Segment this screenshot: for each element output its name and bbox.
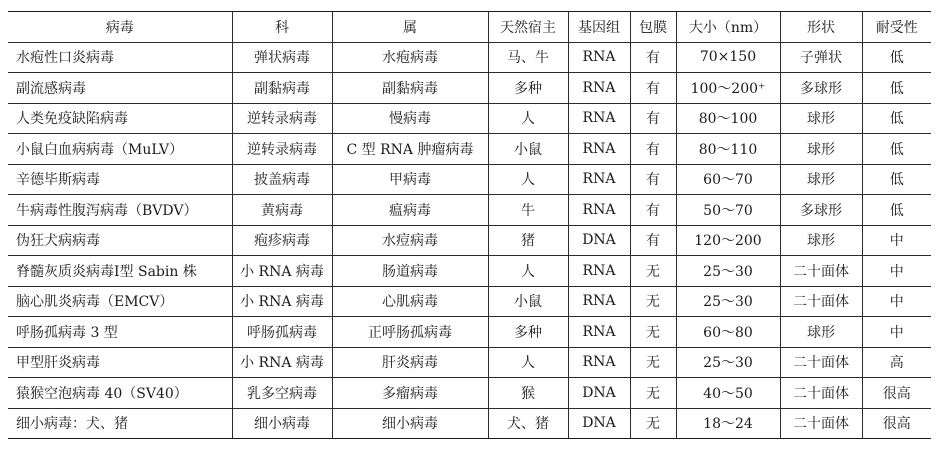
table-row <box>8 195 931 226</box>
cell-genome: RNA <box>568 256 630 287</box>
cell-virus-name: 小鼠白血病病毒（MuLV） <box>8 134 232 165</box>
table-row <box>8 42 931 73</box>
cell-family: 披盖病毒 <box>232 164 332 195</box>
header-genome: 基因组 <box>568 12 630 43</box>
cell-size: 70×150 <box>676 42 780 73</box>
cell-family: 逆转录病毒 <box>232 103 332 134</box>
cell-resistance: 低 <box>862 42 931 73</box>
cell-resistance: 低 <box>862 134 931 165</box>
cell-genus: 副黏病毒 <box>332 73 488 104</box>
cell-virus-name: 细小病毒：犬、猪 <box>8 408 232 439</box>
table-row <box>8 73 931 104</box>
cell-host: 多种 <box>488 317 568 348</box>
cell-family: 弹状病毒 <box>232 42 332 73</box>
table-row <box>8 347 931 378</box>
cell-genome: DNA <box>568 225 630 256</box>
cell-size: 40～50 <box>676 378 780 409</box>
cell-size: 25～30 <box>676 347 780 378</box>
cell-genome: RNA <box>568 73 630 104</box>
cell-genome: RNA <box>568 164 630 195</box>
cell-family: 逆转录病毒 <box>232 134 332 165</box>
cell-genus: C 型 RNA 肿瘤病毒 <box>332 134 488 165</box>
header-size: 大小（nm） <box>676 12 780 43</box>
cell-size: 50～70 <box>676 195 780 226</box>
cell-size: 18～24 <box>676 408 780 439</box>
cell-virus-name: 猿猴空泡病毒 40（SV40） <box>8 378 232 409</box>
cell-genus: 瘟病毒 <box>332 195 488 226</box>
cell-genome: RNA <box>568 42 630 73</box>
table-row <box>8 164 931 195</box>
cell-family: 小 RNA 病毒 <box>232 256 332 287</box>
cell-genus: 正呼肠孤病毒 <box>332 317 488 348</box>
cell-shape: 球形 <box>780 317 862 348</box>
cell-envelope: 有 <box>630 134 676 165</box>
cell-genome: RNA <box>568 195 630 226</box>
cell-shape: 球形 <box>780 103 862 134</box>
cell-shape: 二十面体 <box>780 256 862 287</box>
table-row <box>8 256 931 287</box>
cell-shape: 多球形 <box>780 195 862 226</box>
cell-genus: 肝炎病毒 <box>332 347 488 378</box>
cell-virus-name: 呼肠孤病毒 3 型 <box>8 317 232 348</box>
cell-size: 80～100 <box>676 103 780 134</box>
cell-shape: 多球形 <box>780 73 862 104</box>
cell-shape: 二十面体 <box>780 347 862 378</box>
cell-virus-name: 人类免疫缺陷病毒 <box>8 103 232 134</box>
table-row <box>8 378 931 409</box>
cell-resistance: 中 <box>862 256 931 287</box>
cell-family: 乳多空病毒 <box>232 378 332 409</box>
cell-envelope: 无 <box>630 408 676 439</box>
cell-envelope: 有 <box>630 164 676 195</box>
cell-host: 小鼠 <box>488 286 568 317</box>
header-shape: 形状 <box>780 12 862 43</box>
cell-genome: RNA <box>568 347 630 378</box>
cell-size: 120～200 <box>676 225 780 256</box>
cell-envelope: 有 <box>630 103 676 134</box>
cell-resistance: 低 <box>862 103 931 134</box>
cell-virus-name: 辛德毕斯病毒 <box>8 164 232 195</box>
table-row <box>8 408 931 439</box>
cell-host: 牛 <box>488 195 568 226</box>
cell-host: 多种 <box>488 73 568 104</box>
cell-envelope: 无 <box>630 347 676 378</box>
cell-envelope: 无 <box>630 317 676 348</box>
cell-envelope: 无 <box>630 378 676 409</box>
cell-shape: 球形 <box>780 134 862 165</box>
cell-genome: RNA <box>568 134 630 165</box>
cell-resistance: 中 <box>862 317 931 348</box>
cell-host: 人 <box>488 347 568 378</box>
cell-genus: 心肌病毒 <box>332 286 488 317</box>
cell-envelope: 无 <box>630 286 676 317</box>
table-row <box>8 134 931 165</box>
cell-genome: DNA <box>568 378 630 409</box>
cell-size: 25～30 <box>676 286 780 317</box>
cell-size: 60～70 <box>676 164 780 195</box>
cell-host: 猴 <box>488 378 568 409</box>
cell-virus-name: 牛病毒性腹泻病毒（BVDV） <box>8 195 232 226</box>
cell-family: 副黏病毒 <box>232 73 332 104</box>
cell-resistance: 中 <box>862 286 931 317</box>
cell-genus: 慢病毒 <box>332 103 488 134</box>
table-body <box>8 42 931 439</box>
cell-genome: RNA <box>568 317 630 348</box>
cell-genus: 细小病毒 <box>332 408 488 439</box>
cell-virus-name: 副流感病毒 <box>8 73 232 104</box>
header-resistance: 耐受性 <box>862 12 931 43</box>
cell-virus-name: 甲型肝炎病毒 <box>8 347 232 378</box>
cell-genus: 水痘病毒 <box>332 225 488 256</box>
cell-family: 细小病毒 <box>232 408 332 439</box>
cell-envelope: 无 <box>630 256 676 287</box>
cell-genus: 肠道病毒 <box>332 256 488 287</box>
cell-host: 小鼠 <box>488 134 568 165</box>
cell-shape: 球形 <box>780 225 862 256</box>
cell-resistance: 很高 <box>862 408 931 439</box>
cell-genus: 甲病毒 <box>332 164 488 195</box>
cell-host: 人 <box>488 164 568 195</box>
cell-family: 小 RNA 病毒 <box>232 286 332 317</box>
cell-family: 黄病毒 <box>232 195 332 226</box>
cell-size: 100～200⁺ <box>676 73 780 104</box>
cell-shape: 二十面体 <box>780 378 862 409</box>
virus-table-container <box>8 11 931 439</box>
cell-virus-name: 水疱性口炎病毒 <box>8 42 232 73</box>
cell-virus-name: 脊髓灰质炎病毒Ⅰ型 Sabin 株 <box>8 256 232 287</box>
table-row <box>8 103 931 134</box>
table-row <box>8 317 931 348</box>
cell-shape: 子弹状 <box>780 42 862 73</box>
table-row <box>8 225 931 256</box>
table-row <box>8 286 931 317</box>
cell-envelope: 有 <box>630 195 676 226</box>
header-genus: 属 <box>332 12 488 43</box>
table-header-row <box>8 12 931 43</box>
cell-genus: 水疱病毒 <box>332 42 488 73</box>
cell-genome: RNA <box>568 286 630 317</box>
cell-resistance: 中 <box>862 225 931 256</box>
header-envelope: 包膜 <box>630 12 676 43</box>
cell-genome: DNA <box>568 408 630 439</box>
cell-size: 80～110 <box>676 134 780 165</box>
cell-envelope: 有 <box>630 225 676 256</box>
cell-resistance: 高 <box>862 347 931 378</box>
cell-genus: 多瘤病毒 <box>332 378 488 409</box>
header-family: 科 <box>232 12 332 43</box>
cell-shape: 二十面体 <box>780 408 862 439</box>
header-virus: 病毒 <box>8 12 232 43</box>
cell-family: 小 RNA 病毒 <box>232 347 332 378</box>
cell-shape: 球形 <box>780 164 862 195</box>
cell-resistance: 低 <box>862 195 931 226</box>
header-host: 天然宿主 <box>488 12 568 43</box>
cell-envelope: 有 <box>630 73 676 104</box>
cell-host: 犬、猪 <box>488 408 568 439</box>
virus-properties-table <box>8 11 931 439</box>
cell-virus-name: 伪狂犬病病毒 <box>8 225 232 256</box>
cell-family: 呼肠孤病毒 <box>232 317 332 348</box>
cell-resistance: 低 <box>862 164 931 195</box>
cell-genome: RNA <box>568 103 630 134</box>
cell-host: 马、牛 <box>488 42 568 73</box>
cell-host: 人 <box>488 103 568 134</box>
cell-resistance: 低 <box>862 73 931 104</box>
cell-size: 25～30 <box>676 256 780 287</box>
cell-size: 60～80 <box>676 317 780 348</box>
cell-family: 疱疹病毒 <box>232 225 332 256</box>
cell-virus-name: 脑心肌炎病毒（EMCV） <box>8 286 232 317</box>
cell-envelope: 有 <box>630 42 676 73</box>
cell-host: 人 <box>488 256 568 287</box>
cell-host: 猪 <box>488 225 568 256</box>
cell-resistance: 很高 <box>862 378 931 409</box>
cell-shape: 二十面体 <box>780 286 862 317</box>
